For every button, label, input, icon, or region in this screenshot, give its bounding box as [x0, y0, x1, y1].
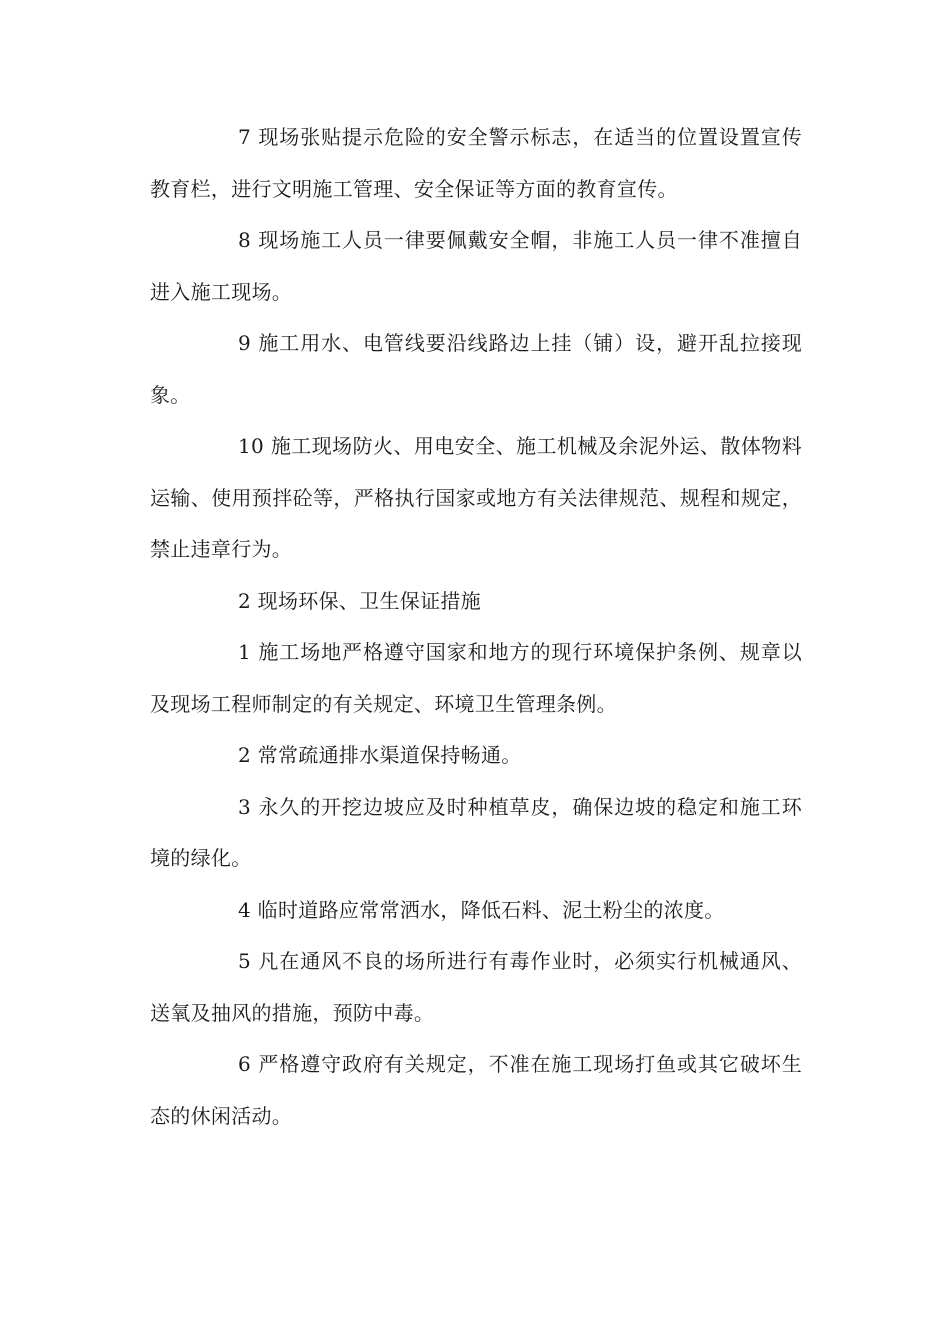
- paragraph-item-5-ventilation: 5 凡在通风不良的场所进行有毒作业时，必须实行机械通风、送氧及抽风的措施，预防中毒。: [150, 949, 802, 1025]
- paragraph-item-6-ecology-protection: 6 严格遵守政府有关规定，不准在施工现场打鱼或其它破坏生态的休闲活动。: [150, 1052, 802, 1128]
- paragraph-item-9-utility-lines: 9 施工用水、电管线要沿线路边上挂（铺）设，避开乱拉接现象。: [150, 331, 802, 407]
- paragraph-item-7-warning-signs: 7 现场张贴提示危险的安全警示标志，在适当的位置设置宣传教育栏，进行文明施工管理、安全保证等方面的教育宣传。: [150, 125, 802, 201]
- paragraph-item-1-environmental-regulations: 1 施工场地严格遵守国家和地方的现行环境保护条例、规章以及现场工程师制定的有关规定、环境卫生管理条例。: [150, 640, 802, 716]
- paragraph-item-2-drainage: 2 常常疏通排水渠道保持畅通。: [238, 743, 522, 767]
- paragraph-item-10-fire-electric-safety: 10 施工现场防火、用电安全、施工机械及余泥外运、散体物料运输、使用预拌砼等，严格执行国家或地方有关法律规范、规程和规定，禁止违章行为。: [150, 434, 802, 561]
- document-body: [150, 112, 802, 1142]
- paragraph-item-3-slope-turf: 3 永久的开挖边坡应及时种植草皮，确保边坡的稳定和施工环境的绿化。: [150, 794, 802, 870]
- paragraph-item-4-road-watering: 4 临时道路应常常洒水，降低石料、泥土粉尘的浓度。: [238, 897, 725, 922]
- paragraph-item-8-safety-helmets: 8 现场施工人员一律要佩戴安全帽，非施工人员一律不准擅自进入施工现场。: [150, 228, 802, 304]
- section-heading-environmental-measures: 2 现场环保、卫生保证措施: [238, 588, 481, 613]
